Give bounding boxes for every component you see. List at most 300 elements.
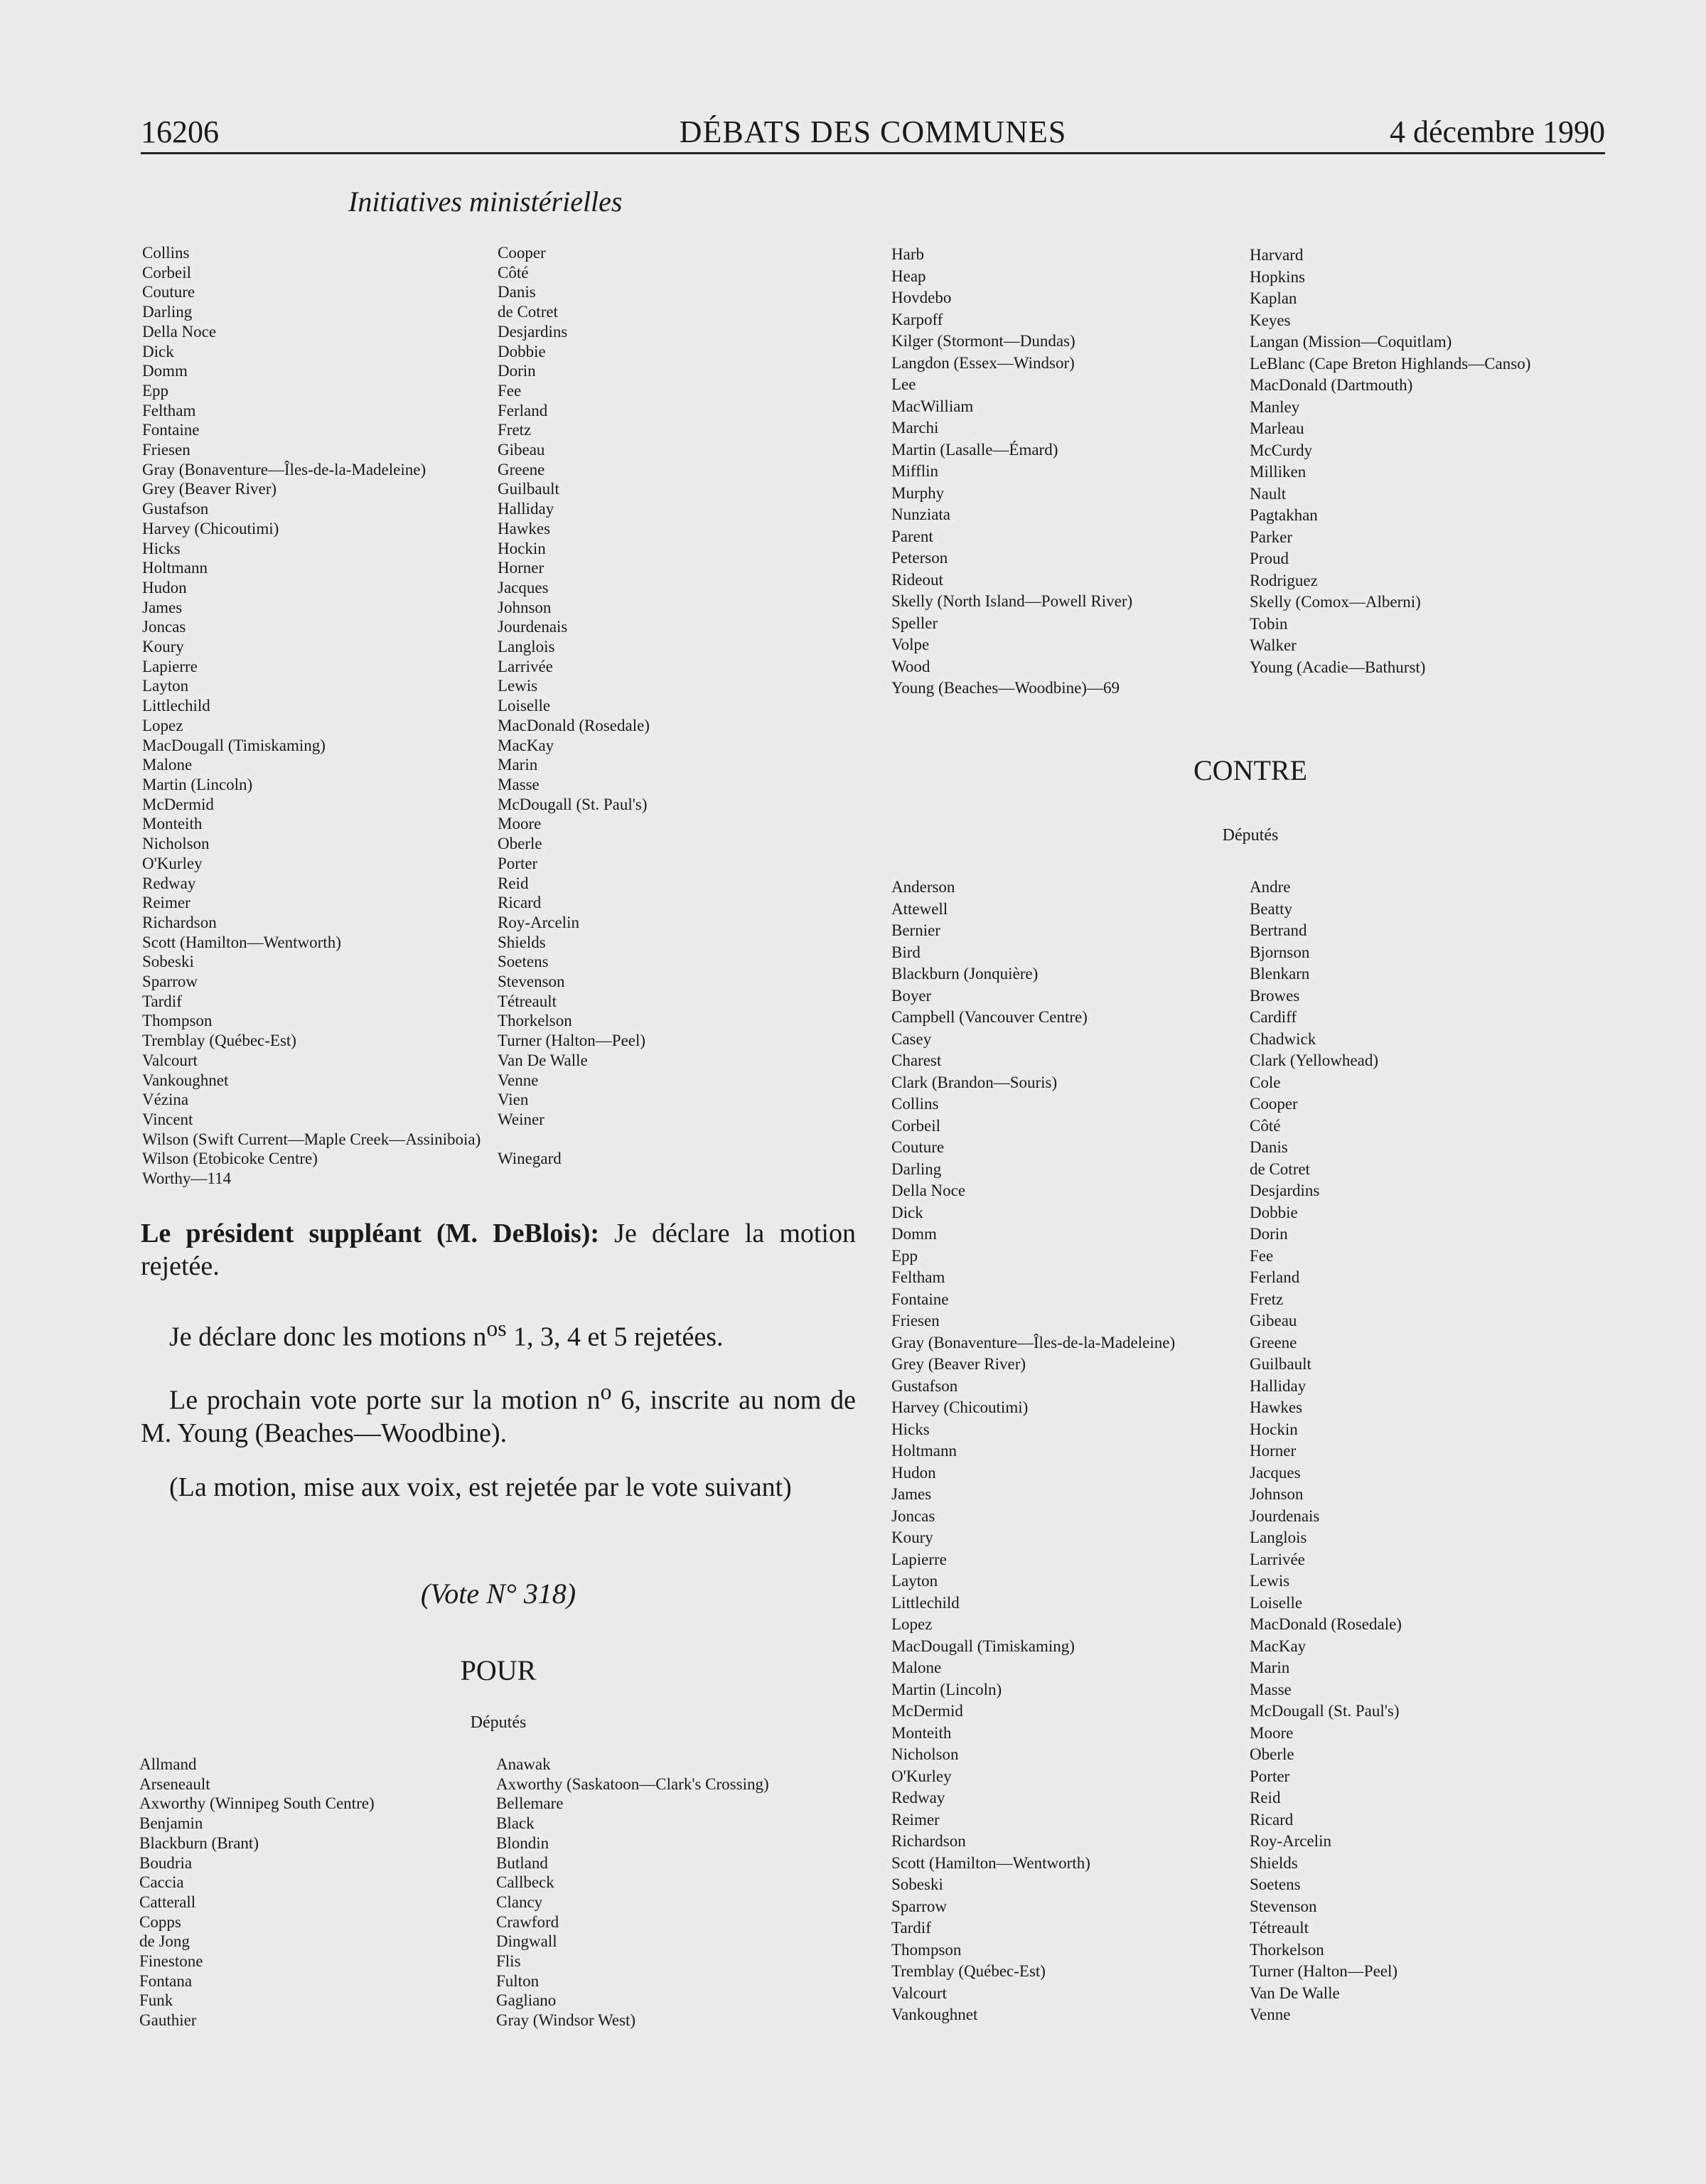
member-name: Côté	[498, 263, 529, 282]
member-name: Chadwick	[1250, 1029, 1316, 1048]
member-name: Shields	[1250, 1853, 1298, 1872]
member-name: Epp	[891, 1246, 918, 1265]
contre-column-2	[1250, 877, 1402, 2026]
member-name: Soetens	[498, 953, 549, 971]
member-name: Lewis	[1250, 1572, 1290, 1590]
member-name: Ferland	[1250, 1268, 1300, 1286]
member-name: Gibeau	[498, 441, 545, 459]
member-name: Fretz	[1250, 1290, 1284, 1308]
member-name: Valcourt	[142, 1051, 198, 1069]
member-name: Dingwall	[496, 1932, 557, 1951]
prev-vote-column-1	[142, 243, 481, 1189]
member-name: Danis	[1250, 1138, 1288, 1156]
member-name: Blenkarn	[1250, 965, 1310, 983]
member-name: Monteith	[891, 1723, 952, 1742]
member-name: Beatty	[1250, 899, 1293, 918]
member-name: Benjamin	[139, 1814, 203, 1833]
member-name: Winegard	[498, 1150, 562, 1168]
member-name: Reid	[1250, 1789, 1281, 1806]
member-name: Halliday	[498, 500, 554, 518]
member-name: Hopkins	[1250, 267, 1305, 286]
member-name: de Jong	[139, 1932, 190, 1951]
header-date: 4 décembre 1990	[1390, 114, 1605, 149]
member-name: Murphy	[891, 483, 945, 502]
next-vote-text-b: 6, inscrite au nom de M. Young (Beaches—Woodbine).	[141, 1385, 856, 1448]
member-name: McDougall (St. Paul's)	[498, 795, 648, 813]
member-name: Speller	[891, 614, 938, 632]
pour-column-1	[139, 1755, 375, 2030]
member-name: Peterson	[891, 549, 948, 567]
member-name: Hicks	[891, 1420, 930, 1438]
member-name: Van De Walle	[1250, 1984, 1340, 2002]
member-name: Sparrow	[142, 973, 198, 991]
member-name: Martin (Lasalle—Émard)	[891, 440, 1058, 459]
member-name: Martin (Lincoln)	[142, 775, 253, 793]
member-name: Cardiff	[1250, 1008, 1297, 1026]
member-name: Corbeil	[142, 263, 191, 282]
member-name: Corbeil	[891, 1116, 940, 1135]
member-name: Thorkelson	[498, 1012, 572, 1030]
member-name: MacDonald (Dartmouth)	[1250, 376, 1413, 394]
member-name: Marin	[498, 756, 538, 774]
member-name: Porter	[498, 854, 538, 872]
member-name: Richardson	[891, 1832, 966, 1850]
member-name: Copps	[139, 1912, 181, 1931]
member-name: Darling	[142, 303, 193, 321]
speaker-name: Le président suppléant (M. DeBlois):	[141, 1219, 600, 1248]
member-name: Wood	[891, 657, 930, 675]
member-name: Roy-Arcelin	[498, 913, 579, 931]
member-name: Tremblay (Québec-Est)	[142, 1032, 296, 1050]
member-name: McCurdy	[1250, 441, 1313, 459]
member-name: Bellemare	[496, 1794, 564, 1813]
member-name: Loiselle	[498, 697, 551, 715]
member-name: McDougall (St. Paul's)	[1250, 1702, 1400, 1720]
member-name: Weiner	[498, 1110, 544, 1128]
member-name: Vézina	[142, 1091, 189, 1109]
member-name: Dobbie	[1250, 1203, 1298, 1221]
member-name: Lee	[891, 375, 916, 393]
member-name: MacDougall (Timiskaming)	[142, 736, 326, 754]
member-name: Kilger (Stormont—Dundas)	[891, 332, 1075, 350]
member-name: Pagtakhan	[1250, 506, 1318, 524]
member-name: Harb	[891, 245, 924, 263]
member-name: Kaplan	[1250, 289, 1297, 307]
member-name: Feltham	[142, 401, 196, 419]
member-name: Lapierre	[891, 1550, 947, 1568]
member-name: Walker	[1250, 636, 1297, 654]
member-name: Joncas	[891, 1506, 935, 1525]
member-name: Martin (Lincoln)	[891, 1680, 1002, 1698]
pour-heading: POUR	[460, 1654, 537, 1686]
member-name: Rideout	[891, 570, 943, 589]
member-name: Hawkes	[1250, 1398, 1303, 1416]
deputes-label-contre: Députés	[1222, 826, 1279, 845]
member-name: Sparrow	[891, 1897, 947, 1915]
member-name: Grey (Beaver River)	[891, 1355, 1026, 1373]
member-name: Stevenson	[498, 973, 565, 991]
next-vote-sup: o	[600, 1379, 612, 1404]
header-title: DÉBATS DES COMMUNES	[679, 114, 1067, 149]
member-name: Malone	[891, 1659, 942, 1676]
member-name: Hovdebo	[891, 289, 952, 306]
member-name: Redway	[891, 1789, 945, 1806]
member-name: Vankoughnet	[891, 2006, 978, 2023]
member-name: Thompson	[142, 1012, 213, 1030]
member-name: Bernier	[891, 921, 940, 939]
member-name: O'Kurley	[891, 1767, 952, 1785]
member-name: Finestone	[139, 1952, 203, 1971]
member-name: Casey	[891, 1029, 932, 1048]
member-name: Scott (Hamilton—Wentworth)	[891, 1853, 1090, 1872]
member-name: MacDonald (Rosedale)	[1250, 1615, 1402, 1633]
member-name: Crawford	[496, 1912, 559, 1931]
member-name: Harvey (Chicoutimi)	[142, 519, 279, 537]
member-name: Manley	[1250, 397, 1300, 416]
member-name: Lopez	[891, 1615, 933, 1633]
member-name: Clark (Brandon—Souris)	[891, 1073, 1058, 1091]
member-name: Stevenson	[1250, 1897, 1317, 1915]
member-name: Epp	[142, 381, 169, 400]
member-name: Blackburn (Jonquière)	[891, 965, 1039, 983]
section-title: Initiatives ministérielles	[348, 186, 623, 218]
member-name: Langlois	[1250, 1529, 1307, 1546]
member-name: Jourdenais	[1250, 1506, 1320, 1525]
member-name: Holtmann	[142, 559, 208, 577]
member-name: Soetens	[1250, 1875, 1301, 1893]
member-name: Anawak	[496, 1755, 551, 1773]
member-name: Marchi	[891, 419, 939, 437]
motions-text-a: Je déclare donc les motions n	[169, 1322, 487, 1352]
member-name: Langdon (Essex—Windsor)	[891, 353, 1075, 372]
paragraph-motion-result	[141, 1471, 856, 1504]
member-name: Nicholson	[891, 1745, 959, 1763]
member-name: Axworthy (Saskatoon—Clark's Crossing)	[496, 1774, 769, 1793]
member-name: Langlois	[498, 638, 555, 656]
member-name: Domm	[891, 1225, 937, 1243]
member-name: de Cotret	[1250, 1160, 1310, 1178]
member-name: Larrivée	[1250, 1550, 1305, 1568]
page-header	[141, 112, 1605, 154]
member-name: Johnson	[1250, 1485, 1304, 1503]
member-name: Tardif	[142, 992, 182, 1010]
member-name: Fontana	[139, 1971, 193, 1990]
member-name: Langan (Mission—Coquitlam)	[1250, 333, 1452, 350]
member-name: Fontaine	[142, 421, 200, 439]
member-name: Volpe	[891, 636, 930, 653]
member-name: MacDonald (Rosedale)	[498, 716, 650, 734]
member-name: Oberle	[1250, 1745, 1294, 1763]
member-name: Nicholson	[142, 835, 210, 853]
member-name: Scott (Hamilton—Wentworth)	[142, 933, 341, 951]
member-name: Axworthy (Winnipeg South Centre)	[139, 1794, 375, 1813]
member-name: Reimer	[142, 894, 191, 912]
member-name: Dorin	[498, 362, 536, 380]
member-name: Thorkelson	[1250, 1940, 1324, 1959]
member-name: James	[142, 598, 183, 616]
member-name: Harvey (Chicoutimi)	[891, 1398, 1029, 1416]
member-name: Jourdenais	[498, 618, 568, 636]
member-name: Koury	[891, 1529, 933, 1546]
member-name: Van De Walle	[498, 1051, 588, 1069]
member-name: Gray (Windsor West)	[496, 2011, 636, 2030]
member-name: Gauthier	[139, 2011, 197, 2030]
speaker-text: Je déclare la motion rejetée.	[141, 1219, 856, 1281]
member-name: Young (Beaches—Woodbine)—69	[891, 679, 1120, 697]
member-name: Flis	[496, 1952, 521, 1971]
member-name: Boudria	[139, 1853, 193, 1872]
member-name: Grey (Beaver River)	[142, 480, 277, 498]
member-name: Dorin	[1250, 1225, 1288, 1243]
member-name: Loiselle	[1250, 1593, 1303, 1612]
member-name: Della Noce	[142, 322, 217, 341]
member-name: Fretz	[498, 421, 532, 439]
member-name: Browes	[1250, 986, 1300, 1005]
member-name: Heap	[891, 267, 926, 285]
member-name: Mifflin	[891, 462, 939, 480]
paragraph-next-vote	[141, 1376, 856, 1450]
member-name: Porter	[1250, 1767, 1290, 1785]
member-name: Dobbie	[498, 342, 546, 360]
member-name: Greene	[1250, 1333, 1297, 1351]
member-name: Desjardins	[498, 322, 568, 341]
member-name: Friesen	[142, 441, 191, 459]
member-name: MacKay	[498, 736, 554, 754]
member-name: Roy-Arcelin	[1250, 1832, 1331, 1850]
member-name: Nault	[1250, 484, 1287, 503]
member-name: Layton	[891, 1572, 938, 1590]
member-name: Ferland	[498, 401, 548, 419]
member-name: Hockin	[1250, 1420, 1298, 1438]
member-name: Gray (Bonaventure—Îles-de-la-Madeleine)	[142, 460, 426, 478]
member-name: Larrivée	[498, 657, 553, 675]
member-name: McDermid	[142, 795, 214, 813]
member-name: Horner	[498, 559, 544, 577]
pour-column-4	[1250, 245, 1530, 678]
member-name: Guilbault	[1250, 1355, 1311, 1373]
member-name: Littlechild	[142, 697, 210, 715]
member-name: Vincent	[142, 1110, 193, 1128]
member-name: Dick	[891, 1203, 923, 1221]
member-name: LeBlanc (Cape Breton Highlands—Canso)	[1250, 354, 1531, 373]
member-name: Domm	[142, 362, 188, 380]
page-number: 16206	[141, 114, 219, 149]
member-name: Fulton	[496, 1971, 540, 1990]
member-name: Worthy—114	[142, 1169, 232, 1188]
member-name: Tétreault	[1250, 1919, 1309, 1937]
member-name: Oberle	[498, 835, 542, 853]
member-name: Bird	[891, 943, 921, 961]
member-name: Bertrand	[1250, 921, 1307, 939]
member-name: Cole	[1250, 1073, 1281, 1091]
member-name: Tétreault	[498, 992, 557, 1010]
member-name: Butland	[496, 1853, 548, 1872]
member-name: Redway	[142, 874, 196, 892]
member-name: O'Kurley	[142, 854, 203, 872]
member-name: Collins	[891, 1095, 939, 1113]
member-name: Ricard	[498, 894, 542, 912]
member-name: Couture	[142, 283, 195, 301]
motions-sup: os	[486, 1316, 507, 1341]
member-name: Fontaine	[891, 1290, 949, 1308]
prev-vote-column-2	[498, 243, 650, 1169]
member-name: Johnson	[498, 598, 552, 616]
member-name: Cooper	[498, 244, 546, 262]
member-name: Blackburn (Brant)	[139, 1834, 259, 1852]
member-name: Gustafson	[891, 1376, 958, 1395]
member-name: Venne	[1250, 2006, 1291, 2023]
member-name: Reimer	[891, 1810, 940, 1829]
member-name: Proud	[1250, 550, 1289, 567]
member-name: Desjardins	[1250, 1182, 1320, 1199]
member-name: Lopez	[142, 716, 183, 734]
member-name: Boyer	[891, 986, 932, 1005]
member-name: Joncas	[142, 618, 186, 636]
member-name: Arseneault	[139, 1774, 210, 1793]
member-name: Gibeau	[1250, 1312, 1297, 1329]
member-name: Richardson	[142, 913, 217, 931]
member-name: Reid	[498, 874, 529, 892]
member-name: Wilson (Swift Current—Maple Creek—Assiniboia)	[142, 1130, 481, 1148]
member-name: Cooper	[1250, 1095, 1298, 1113]
member-name: Horner	[1250, 1442, 1297, 1460]
member-name: MacWilliam	[891, 397, 974, 415]
member-name: Sobeski	[142, 953, 194, 971]
member-name: McDermid	[891, 1702, 963, 1720]
member-name: Hicks	[142, 539, 181, 557]
member-name	[498, 1130, 650, 1150]
member-name: Marin	[1250, 1659, 1290, 1676]
member-name: Karpoff	[891, 310, 943, 328]
member-name: Thompson	[891, 1940, 962, 1959]
member-name: Turner (Halton—Peel)	[1250, 1962, 1398, 1980]
member-name: Masse	[498, 775, 540, 793]
member-name: Fee	[498, 381, 522, 400]
member-name: Marleau	[1250, 419, 1304, 437]
member-name: Skelly (North Island—Powell River)	[891, 592, 1133, 610]
motion-result-text: (La motion, mise aux voix, est rejetée par le vote suivant)	[169, 1472, 792, 1502]
member-name: Hockin	[498, 539, 546, 557]
member-name: Friesen	[891, 1312, 940, 1329]
member-name: Jacques	[1250, 1463, 1301, 1482]
member-name: Wilson (Etobicoke Centre)	[142, 1150, 318, 1168]
member-name: Della Noce	[891, 1182, 966, 1199]
member-name: Shields	[498, 933, 546, 951]
member-name: Andre	[1250, 878, 1291, 896]
contre-column-1	[891, 877, 1175, 2026]
member-name: Turner (Halton—Peel)	[498, 1032, 646, 1050]
member-name: Dick	[142, 342, 174, 360]
member-name: Moore	[498, 815, 542, 833]
member-name: Guilbault	[498, 480, 559, 498]
member-name: Masse	[1250, 1680, 1292, 1698]
member-name: Gustafson	[142, 500, 209, 518]
motions-text-b: 1, 3, 4 et 5 rejetées.	[506, 1322, 724, 1352]
member-name: Charest	[891, 1051, 942, 1069]
member-name: Caccia	[139, 1873, 184, 1892]
member-name: Malone	[142, 756, 193, 774]
member-name: Layton	[142, 677, 189, 695]
member-name: Catterall	[139, 1893, 196, 1911]
member-name: Keyes	[1250, 311, 1291, 329]
member-name: Hudon	[891, 1463, 936, 1482]
member-name: Funk	[139, 1991, 173, 2010]
member-name: Lewis	[498, 677, 538, 695]
paragraph-motions	[141, 1312, 856, 1354]
member-name: Black	[496, 1814, 535, 1833]
member-name: Danis	[498, 283, 536, 301]
member-name: Blondin	[496, 1834, 549, 1852]
member-name: Ricard	[1250, 1810, 1294, 1829]
member-name: Monteith	[142, 815, 203, 833]
member-name: Callbeck	[496, 1873, 554, 1892]
member-name: Couture	[891, 1138, 945, 1156]
member-name: James	[891, 1485, 932, 1503]
member-name: Campbell (Vancouver Centre)	[891, 1008, 1088, 1026]
member-name: Tobin	[1250, 614, 1288, 633]
member-name: Gagliano	[496, 1991, 557, 2010]
member-name: Nunziata	[891, 505, 951, 523]
member-name: Tardif	[891, 1919, 931, 1937]
vote-number: (Vote N° 318)	[420, 1578, 576, 1610]
member-name: Milliken	[1250, 463, 1307, 481]
member-name: Tremblay (Québec-Est)	[891, 1962, 1046, 1980]
member-name: Sobeski	[891, 1875, 943, 1893]
member-name: Gray (Bonaventure—Îles-de-la-Madeleine)	[891, 1333, 1176, 1351]
member-name: Feltham	[891, 1268, 945, 1286]
deputes-label-pour: Députés	[470, 1713, 527, 1732]
member-name: Young (Acadie—Bathurst)	[1250, 658, 1426, 676]
pour-column-3	[891, 244, 1132, 700]
member-name: Parker	[1250, 528, 1293, 546]
member-name: Allmand	[139, 1755, 197, 1773]
member-name: Littlechild	[891, 1593, 960, 1612]
member-name: Valcourt	[891, 1984, 947, 2002]
member-name: Vankoughnet	[142, 1071, 229, 1089]
member-name: Attewell	[891, 899, 948, 918]
member-name: Clancy	[496, 1893, 543, 1911]
member-name: Darling	[891, 1160, 942, 1178]
member-name: Hawkes	[498, 519, 551, 537]
pour-column-2	[496, 1755, 769, 2030]
member-name: Lapierre	[142, 657, 198, 675]
member-name: Fee	[1250, 1246, 1274, 1265]
member-name: Harvard	[1250, 246, 1304, 264]
member-name: Jacques	[498, 578, 549, 596]
member-name: Koury	[142, 638, 184, 656]
member-name: Greene	[498, 460, 545, 478]
member-name: Parent	[891, 527, 933, 545]
next-vote-text-a: Le prochain vote porte sur la motion n	[169, 1385, 601, 1415]
member-name: Clark (Yellowhead)	[1250, 1051, 1378, 1069]
member-name: Côté	[1250, 1116, 1281, 1135]
member-name: Halliday	[1250, 1376, 1307, 1395]
member-name: MacKay	[1250, 1637, 1307, 1655]
member-name: Collins	[142, 244, 190, 262]
member-name: Venne	[498, 1071, 539, 1089]
member-name: Hudon	[142, 578, 187, 596]
member-name: Anderson	[891, 878, 955, 896]
member-name: Vien	[498, 1091, 529, 1109]
paragraph-speaker	[141, 1217, 856, 1283]
member-name: MacDougall (Timiskaming)	[891, 1637, 1075, 1655]
member-name: Rodriguez	[1250, 571, 1318, 589]
contre-heading: CONTRE	[1193, 754, 1307, 786]
member-name: de Cotret	[498, 303, 558, 321]
member-name: Bjornson	[1250, 943, 1310, 961]
member-name: Holtmann	[891, 1442, 957, 1460]
member-name: Skelly (Comox—Alberni)	[1250, 593, 1421, 611]
